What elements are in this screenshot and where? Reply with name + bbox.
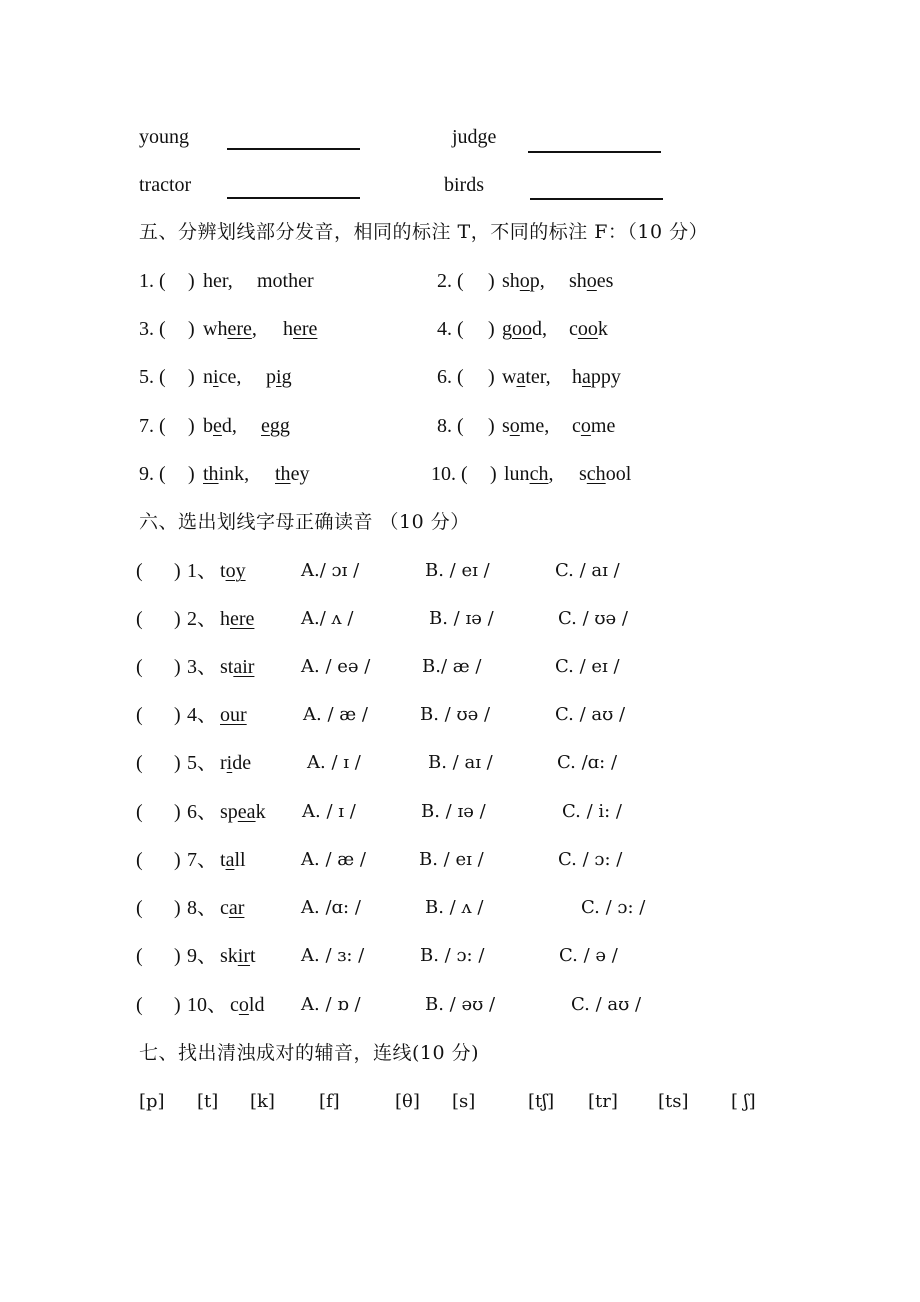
underlined-letters: oo xyxy=(512,318,532,340)
item-paren-close: ) xyxy=(488,318,495,340)
compare-word-2 xyxy=(261,414,290,438)
word-part: gg xyxy=(269,415,290,437)
answer-paren-close: ) xyxy=(174,801,181,823)
answer-paren-open: ( xyxy=(136,608,143,630)
word-part: d, xyxy=(532,318,547,340)
option-c: C. / aʊ / xyxy=(555,704,626,725)
item-number: 8、 xyxy=(187,897,217,919)
underlined-letters: ere xyxy=(293,318,318,340)
target-word xyxy=(220,800,266,824)
item-number: 4. ( xyxy=(437,318,464,340)
consonant-symbol: [f] xyxy=(319,1091,340,1112)
target-word xyxy=(220,751,251,775)
section7-title: 七、找出清浊成对的辅音，连线(10 分) xyxy=(139,1042,480,1064)
answer-paren-open: ( xyxy=(136,849,143,871)
compare-word-2 xyxy=(579,462,631,486)
word-part: k xyxy=(597,318,608,340)
word-part: t xyxy=(220,849,226,871)
item-number: 6、 xyxy=(187,801,217,823)
option-b: B. / eɪ / xyxy=(425,560,490,581)
word-part: k xyxy=(255,801,266,823)
word-part: w xyxy=(502,366,517,388)
word-part: lun xyxy=(504,463,530,485)
item-paren-close: ) xyxy=(188,318,195,340)
word-part: g xyxy=(281,366,292,388)
word-part: , xyxy=(227,270,233,292)
option-a: A. / ɜ: / xyxy=(301,945,365,966)
compare-word-1 xyxy=(203,317,257,341)
word-part: p xyxy=(266,366,276,388)
word-part: d, xyxy=(221,415,237,437)
option-c: C. / aɪ / xyxy=(555,560,620,581)
consonant-symbol: [ts] xyxy=(658,1091,689,1112)
option-b: B. / ɪə / xyxy=(421,801,486,822)
compare-word-1 xyxy=(203,365,241,389)
answer-blank[interactable] xyxy=(530,198,663,200)
underlined-letters: oo xyxy=(577,318,598,340)
compare-word-1 xyxy=(502,317,547,341)
underlined-letters: i xyxy=(213,366,219,388)
consonant-symbol: [k] xyxy=(250,1091,275,1112)
option-c: C. /ɑ: / xyxy=(557,752,618,773)
word-part: ce, xyxy=(218,366,242,388)
word-part: er xyxy=(213,270,228,292)
item-number: 10、 xyxy=(187,994,227,1016)
word-part: r xyxy=(220,752,227,774)
answer-paren-close: ) xyxy=(174,656,181,678)
option-a: A./ ɔɪ / xyxy=(301,560,360,581)
item-paren-close: ) xyxy=(188,366,195,388)
target-word xyxy=(220,655,254,679)
word-part: es xyxy=(596,270,614,292)
answer-paren-open: ( xyxy=(136,656,143,678)
underlined-letters: i xyxy=(276,366,282,388)
word-part: c xyxy=(220,897,229,919)
item-number: 3. ( xyxy=(139,318,166,340)
item-paren-close: ) xyxy=(490,463,497,485)
consonant-symbol: [θ] xyxy=(395,1091,420,1112)
item-number: 8. ( xyxy=(437,415,464,437)
word-part: ter, xyxy=(525,366,551,388)
item-number: 4、 xyxy=(187,704,217,726)
underlined-letters: ere xyxy=(227,318,252,340)
target-word xyxy=(220,896,244,920)
option-b: B. / ʌ / xyxy=(425,897,484,918)
word-part: ld xyxy=(248,994,265,1016)
word-part: t xyxy=(220,560,226,582)
underlined-letters: e xyxy=(213,415,222,437)
underlined-letters: ere xyxy=(230,608,255,630)
option-b: B. / eɪ / xyxy=(419,849,484,870)
consonant-symbol: [ ʃ] xyxy=(731,1091,756,1112)
compare-word-2 xyxy=(569,269,613,293)
underlined-letters: ch xyxy=(529,463,549,485)
compare-word-1 xyxy=(502,365,551,389)
option-a: A. / eə / xyxy=(301,656,371,677)
consonant-symbol: [s] xyxy=(452,1091,476,1112)
option-c: C. / eɪ / xyxy=(555,656,620,677)
underlined-letters: th xyxy=(203,463,219,485)
word-part: st xyxy=(220,656,234,678)
answer-paren-close: ) xyxy=(174,608,181,630)
compare-word-2 xyxy=(572,365,621,389)
item-number: 5、 xyxy=(187,752,217,774)
word-part: c xyxy=(569,318,578,340)
item-paren-close: ) xyxy=(188,463,195,485)
word-part: s xyxy=(502,415,510,437)
word-part: , xyxy=(251,318,257,340)
compare-word-1 xyxy=(203,462,249,486)
option-a: A. / æ / xyxy=(301,849,366,870)
word-part: ll xyxy=(234,849,246,871)
answer-paren-open: ( xyxy=(136,704,143,726)
item-number: 6. ( xyxy=(437,366,464,388)
option-c: C. / ə / xyxy=(559,945,618,966)
answer-paren-close: ) xyxy=(174,752,181,774)
answer-paren-close: ) xyxy=(174,560,181,582)
underlined-letters: i xyxy=(226,752,233,774)
consonant-symbol: [p] xyxy=(139,1091,165,1112)
option-a: A. / ɪ / xyxy=(307,752,361,773)
compare-word-1 xyxy=(203,414,237,438)
underlined-letters: a xyxy=(516,366,526,388)
underlined-letters: ir xyxy=(237,945,251,967)
compare-word-1 xyxy=(504,462,553,486)
item-paren-close: ) xyxy=(188,415,195,437)
compare-word-2 xyxy=(266,365,292,389)
item-number: 1. ( xyxy=(139,270,166,292)
item-number: 1、 xyxy=(187,560,217,582)
word-part: de xyxy=(232,752,252,774)
section5-title: 五、分辨划线部分发音，相同的标注 T，不同的标注 F：（10 分） xyxy=(139,221,709,243)
answer-paren-close: ) xyxy=(174,897,181,919)
answer-paren-open: ( xyxy=(136,560,143,582)
word-part: sk xyxy=(220,945,238,967)
answer-blank[interactable] xyxy=(227,148,360,150)
consonant-symbol: [t] xyxy=(197,1091,219,1112)
word-part: moth xyxy=(257,270,299,292)
target-word xyxy=(220,703,247,727)
item-number: 10. ( xyxy=(431,463,468,485)
option-a: A./ ʌ / xyxy=(301,608,354,629)
item-paren-close: ) xyxy=(188,270,195,292)
answer-paren-open: ( xyxy=(136,897,143,919)
word-part: b xyxy=(203,415,213,437)
word-part: c xyxy=(572,415,581,437)
compare-word-2 xyxy=(572,414,615,438)
word-part: h xyxy=(220,608,230,630)
word-part: sh xyxy=(569,270,587,292)
target-word xyxy=(220,848,246,872)
section6-title: 六、选出划线字母正确读音 （10 分） xyxy=(139,511,470,533)
item-paren-close: ) xyxy=(488,415,495,437)
option-b: B./ æ / xyxy=(422,656,482,677)
underlined-letters: e xyxy=(261,415,270,437)
vocab-word: judge xyxy=(452,126,497,148)
item-number: 7. ( xyxy=(139,415,166,437)
underlined-letters: a xyxy=(225,849,235,871)
word-part: wh xyxy=(203,318,228,340)
option-b: B. / ɔ: / xyxy=(420,945,485,966)
word-part: p, xyxy=(529,270,545,292)
word-part: ink, xyxy=(218,463,250,485)
item-number: 5. ( xyxy=(139,366,166,388)
item-number: 3、 xyxy=(187,656,217,678)
word-part: n xyxy=(203,366,213,388)
answer-paren-close: ) xyxy=(174,945,181,967)
word-part: me, xyxy=(519,415,550,437)
item-number: 9. ( xyxy=(139,463,166,485)
option-c: C. / aʊ / xyxy=(571,994,642,1015)
vocab-word: young xyxy=(139,126,189,148)
underlined-letters: o xyxy=(580,415,591,437)
answer-paren-close: ) xyxy=(174,704,181,726)
word-part: g xyxy=(502,318,512,340)
answer-paren-close: ) xyxy=(174,849,181,871)
option-c: C. / ʊə / xyxy=(558,608,628,629)
underlined-letters: air xyxy=(233,656,255,678)
word-part: ppy xyxy=(590,366,621,388)
item-number: 7、 xyxy=(187,849,217,871)
answer-paren-open: ( xyxy=(136,994,143,1016)
answer-blank[interactable] xyxy=(528,151,661,153)
underlined-letters: o xyxy=(519,270,530,292)
vocab-word: birds xyxy=(444,174,484,196)
underlined-letters: th xyxy=(275,463,291,485)
answer-paren-open: ( xyxy=(136,752,143,774)
word-part: , xyxy=(548,463,554,485)
target-word xyxy=(220,559,246,583)
item-number: 2. ( xyxy=(437,270,464,292)
underlined-letters: our xyxy=(220,704,247,726)
target-word xyxy=(220,607,254,631)
underlined-letters: a xyxy=(582,366,591,388)
option-a: A. /ɑ: / xyxy=(301,897,361,918)
compare-word-1 xyxy=(203,269,233,293)
word-part: c xyxy=(230,994,239,1016)
underlined-letters: oy xyxy=(225,560,246,582)
answer-blank[interactable] xyxy=(227,197,360,199)
word-part: s xyxy=(579,463,587,485)
underlined-letters: ea xyxy=(237,801,256,823)
word-part: h xyxy=(572,366,582,388)
item-paren-close: ) xyxy=(488,270,495,292)
item-number: 2、 xyxy=(187,608,217,630)
word-part: ool xyxy=(605,463,632,485)
compare-word-2 xyxy=(275,462,309,486)
option-b: B. / ʊə / xyxy=(420,704,491,725)
word-part: t xyxy=(250,945,256,967)
word-part: h xyxy=(203,270,213,292)
answer-paren-open: ( xyxy=(136,801,143,823)
option-c: C. / ɔ: / xyxy=(558,849,623,870)
consonant-symbol: [tʃ] xyxy=(528,1091,555,1112)
word-part: sh xyxy=(502,270,520,292)
option-b: B. / aɪ / xyxy=(428,752,493,773)
word-part: me xyxy=(590,415,616,437)
target-word xyxy=(220,944,256,968)
compare-word-1 xyxy=(502,269,545,293)
target-word xyxy=(230,993,264,1017)
underlined-letters: o xyxy=(238,994,249,1016)
consonant-symbol: [tr] xyxy=(588,1091,618,1112)
word-part: sp xyxy=(220,801,238,823)
option-b: B. / əʊ / xyxy=(425,994,496,1015)
option-a: A. / ɪ / xyxy=(302,801,356,822)
option-c: C. / ɔ: / xyxy=(581,897,646,918)
underlined-letters: ar xyxy=(228,897,245,919)
compare-word-2 xyxy=(257,269,314,293)
underlined-letters: o xyxy=(586,270,597,292)
underlined-letters: o xyxy=(509,415,520,437)
compare-word-1 xyxy=(502,414,549,438)
vocab-word: tractor xyxy=(139,174,192,196)
option-b: B. / ɪə / xyxy=(429,608,494,629)
item-number: 9、 xyxy=(187,945,217,967)
word-part: ey xyxy=(290,463,310,485)
compare-word-2 xyxy=(569,317,608,341)
option-a: A. / ɒ / xyxy=(301,994,361,1015)
compare-word-2 xyxy=(283,317,317,341)
answer-paren-open: ( xyxy=(136,945,143,967)
underlined-letters: ch xyxy=(586,463,606,485)
option-c: C. / i: / xyxy=(562,801,622,822)
answer-paren-close: ) xyxy=(174,994,181,1016)
item-paren-close: ) xyxy=(488,366,495,388)
word-part: h xyxy=(283,318,293,340)
option-a: A. / æ / xyxy=(303,704,368,725)
word-part: er xyxy=(298,270,314,292)
